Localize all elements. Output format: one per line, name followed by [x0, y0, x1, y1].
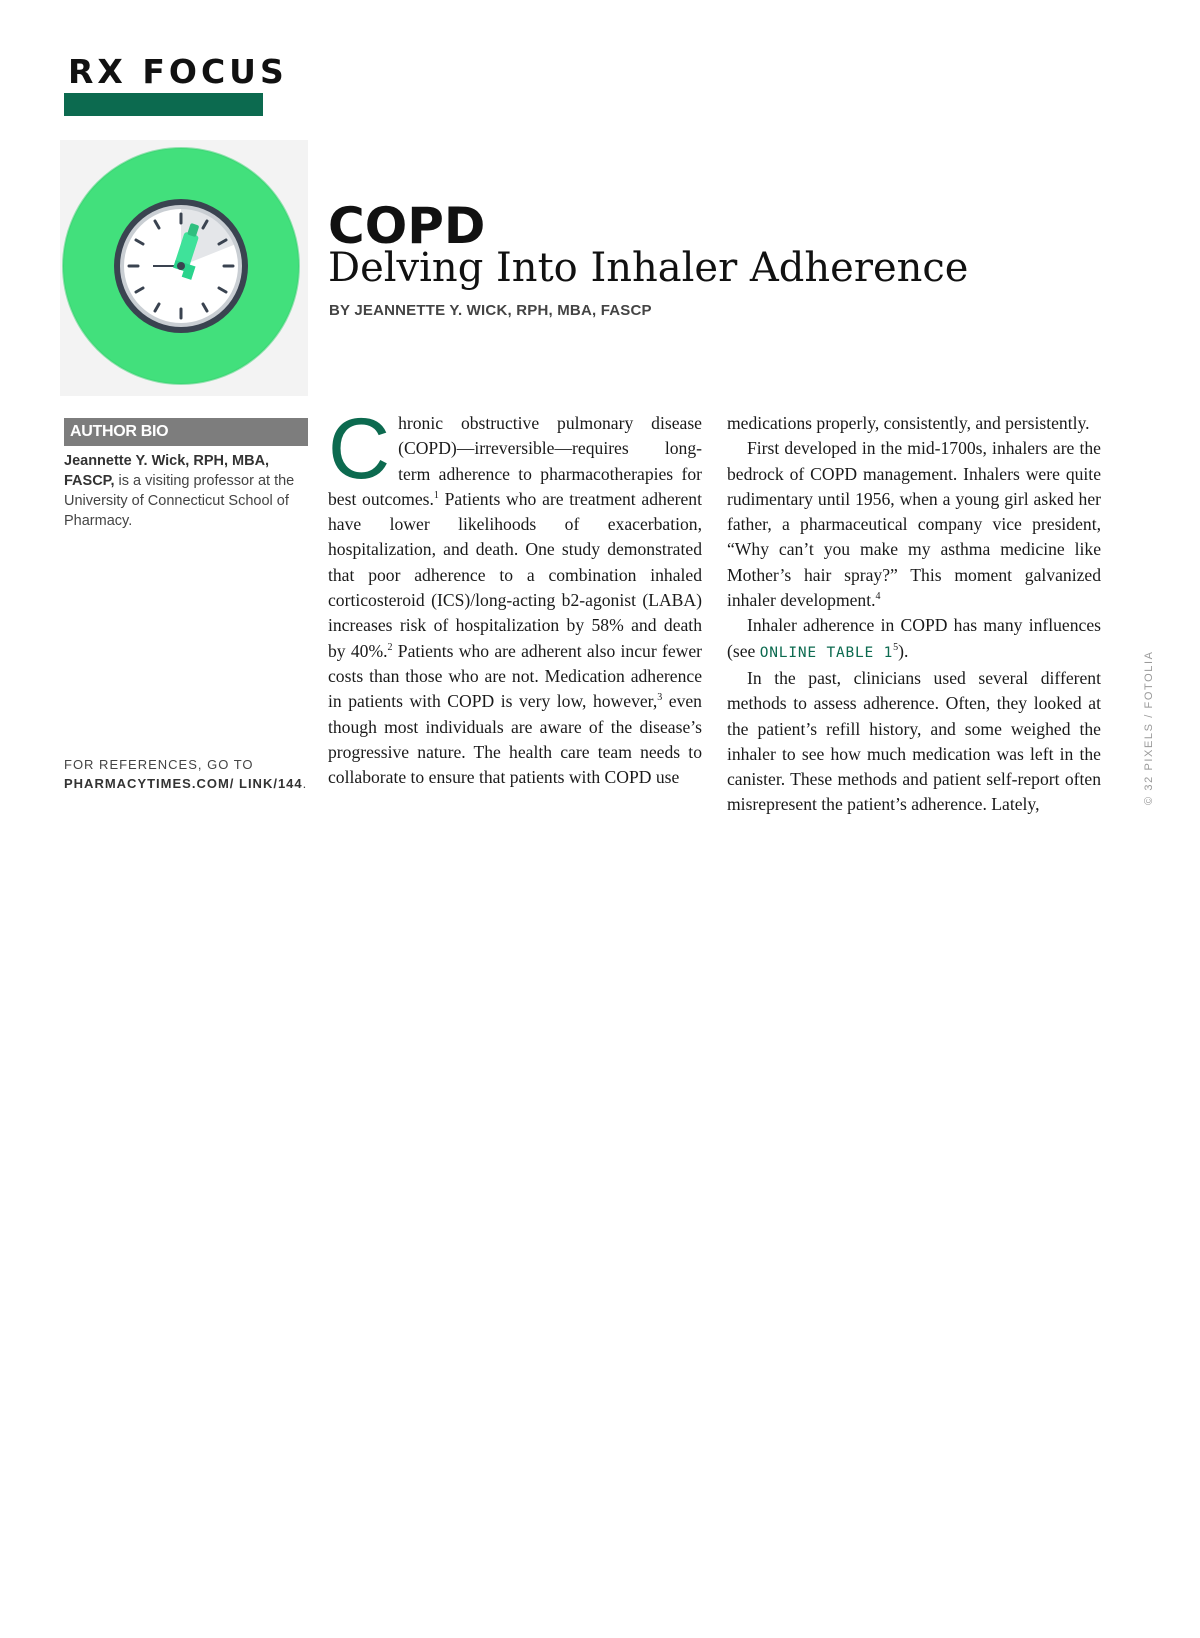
article-headline: COPD: [328, 197, 486, 255]
references-note: [64, 755, 308, 793]
body-paragraph-1-continued: medications properly, consistently, and persistently.: [727, 413, 1090, 433]
body-paragraph-3: Inhaler adherence in COPD has many influences (see ONLINE TABLE $1^5$).: [727, 615, 1101, 661]
author-bio-description: is a visiting professor at the University of Connecticut School of Pharmacy.: [64, 473, 295, 529]
section-bar: [64, 93, 263, 116]
author-bio-header: AUTHOR BIO: [64, 418, 308, 446]
body-paragraph-1: [328, 401, 702, 790]
author-name: Jeannette Y. Wick, RPH, MBA, FASCP,: [64, 453, 270, 489]
clock-inhaler-icon: [60, 140, 308, 396]
photo-credit: © 32 PIXELS / FOTOLIA: [1143, 650, 1155, 805]
article-illustration: [60, 140, 308, 396]
online-table-link[interactable]: ONLINE TABLE 1: [759, 644, 894, 661]
paragraph-1-text-d: even though most individuals are aware of the disease’s progressive nature. The health care team needs to collaborate to ensure that patients with COPD use: [328, 691, 702, 788]
article-column-left: [328, 401, 702, 790]
article-byline: BY JEANNETTE Y. WICK, RPH, MBA, FASCP: [329, 302, 652, 319]
paragraph-1-text-c: Patients who are adherent also incur fewer costs than those who are not. Medication adherence in patients with COPD is very low, however,: [328, 640, 702, 712]
article-subhead: Delving Into Inhaler Adherence: [328, 245, 969, 291]
references-lead: FOR REFERENCES, GO TO: [64, 757, 254, 772]
reference-mark: 4: [875, 591, 881, 603]
body-paragraph-2: First developed in the mid-1700s, inhalers are the bedrock of COPD management. Inhalers were quite rudimentary until 1956, when a young girl asked her father, a pharmaceutical company vice president, “Why can’t you make my asthma medicine like Mother’s hair spray?” This moment galvanized inhaler development.$^4$: [727, 438, 1101, 611]
article-column-right: [727, 411, 1101, 818]
references-period: .: [302, 776, 308, 791]
references-link[interactable]: PHARMACYTIMES.COM/ LINK/144: [64, 776, 303, 791]
drop-cap: C: [328, 401, 391, 497]
section-title: RX FOCUS: [68, 52, 288, 91]
reference-mark: 3: [657, 692, 663, 704]
reference-mark: 1: [433, 490, 439, 502]
reference-mark: 2: [387, 641, 393, 653]
body-paragraph-4: In the past, clinicians used several different methods to assess adherence. Often, they looked at the patient’s refill history, and some weighed the inhaler to see how much medication was left in the canister. These methods and patient self-report often misrepresent the patient’s adherence. Lately,: [727, 667, 1101, 815]
paragraph-1-text-b: Patients who are treatment adherent have lower likelihoods of exacerbation, hospitalization, and death. One study demonstrated that poor adherence to a combination inhaled corticosteroid (ICS)/long-acting b2-agonist (LABA) increases risk of hospitalization by 58% and death by 40%.: [328, 488, 702, 661]
reference-mark: 5: [893, 641, 899, 653]
author-bio-text: [64, 451, 308, 531]
paragraph-1-text-a: hronic obstructive pulmonary disease (COPD)—irreversible—requires long-term adherence to pharmacotherapies for best outcomes.: [328, 413, 702, 509]
